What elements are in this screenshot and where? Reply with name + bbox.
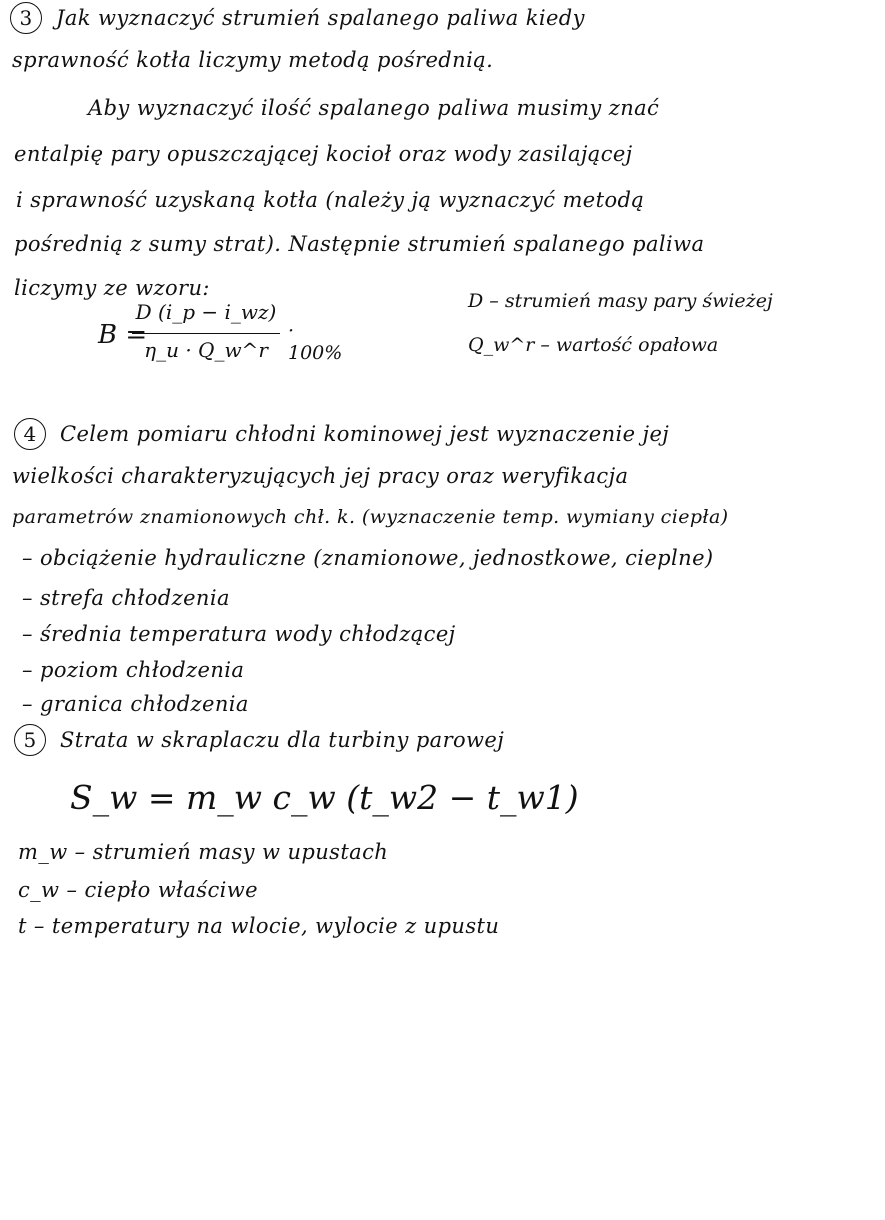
q5-legend-3: t – temperatury na wlocie, wylocie z upustu [18,914,500,938]
q3-legend-1: D – strumień masy pary świeżej [468,290,773,312]
q3-title-line-2: sprawność kotła liczymy metodą pośrednią. [12,48,494,72]
q3-formula-lhs: B = [98,320,148,350]
q4-line-1 [14,418,669,450]
q3-body-line-3: i sprawność uzyskaną kotła (należy ją wyznaczyć metodą [16,188,645,212]
q4-item-2: – strefa chłodzenia [22,586,230,610]
q5-title-text: Strata w skraplaczu dla turbiny parowej [60,728,505,752]
q3-legend-2: Q_w^r – wartość opałowa [468,334,719,356]
q3-body-line-1: Aby wyznaczyć ilość spalanego paliwa musimy znać [88,96,660,120]
q5-number-circle: 5 [14,724,46,756]
q3-title-text-1: Jak wyznaczyć strumień spalanego paliwa kiedy [56,6,585,30]
q3-body-line-5: liczymy ze wzoru: [14,276,210,300]
q3-number-circle: 3 [10,2,42,34]
q3-body-line-2: entalpię pary opuszczającej kocioł oraz wody zasilającej [14,142,633,166]
q4-item-5: – granica chłodzenia [22,692,249,716]
q3-formula-denominator: η_u · Q_w^r [144,338,268,362]
q3-formula-fraction-bar [132,333,280,334]
q4-text-1: Celem pomiaru chłodni kominowej jest wyznaczenie jej [60,422,670,446]
q4-line-3: parametrów znamionowych chł. k. (wyznaczenie temp. wymiany ciepła) [12,506,729,528]
q3-formula-tail: · 100% [288,320,343,364]
q5-title-line [14,724,504,756]
q4-item-4: – poziom chłodzenia [22,658,245,682]
q3-body-line-4: pośrednią z sumy strat). Następnie strumień spalanego paliwa [14,232,705,256]
q5-formula: S_w = m_w c_w (t_w2 − t_w1) [70,778,579,817]
q4-item-3: – średnia temperatura wody chłodzącej [22,622,456,646]
q5-legend-1: m_w – strumień masy w upustach [18,840,389,864]
q3-formula-numerator: D (i_p − i_wz) [135,300,277,324]
q4-number-circle: 4 [14,418,46,450]
q4-line-2: wielkości charakteryzujących jej pracy oraz weryfikacja [12,464,629,488]
q3-title-line-1 [10,2,585,34]
q5-legend-2: c_w – ciepło właściwe [18,878,258,902]
q4-item-1: – obciążenie hydrauliczne (znamionowe, jednostkowe, cieplne) [22,546,714,570]
